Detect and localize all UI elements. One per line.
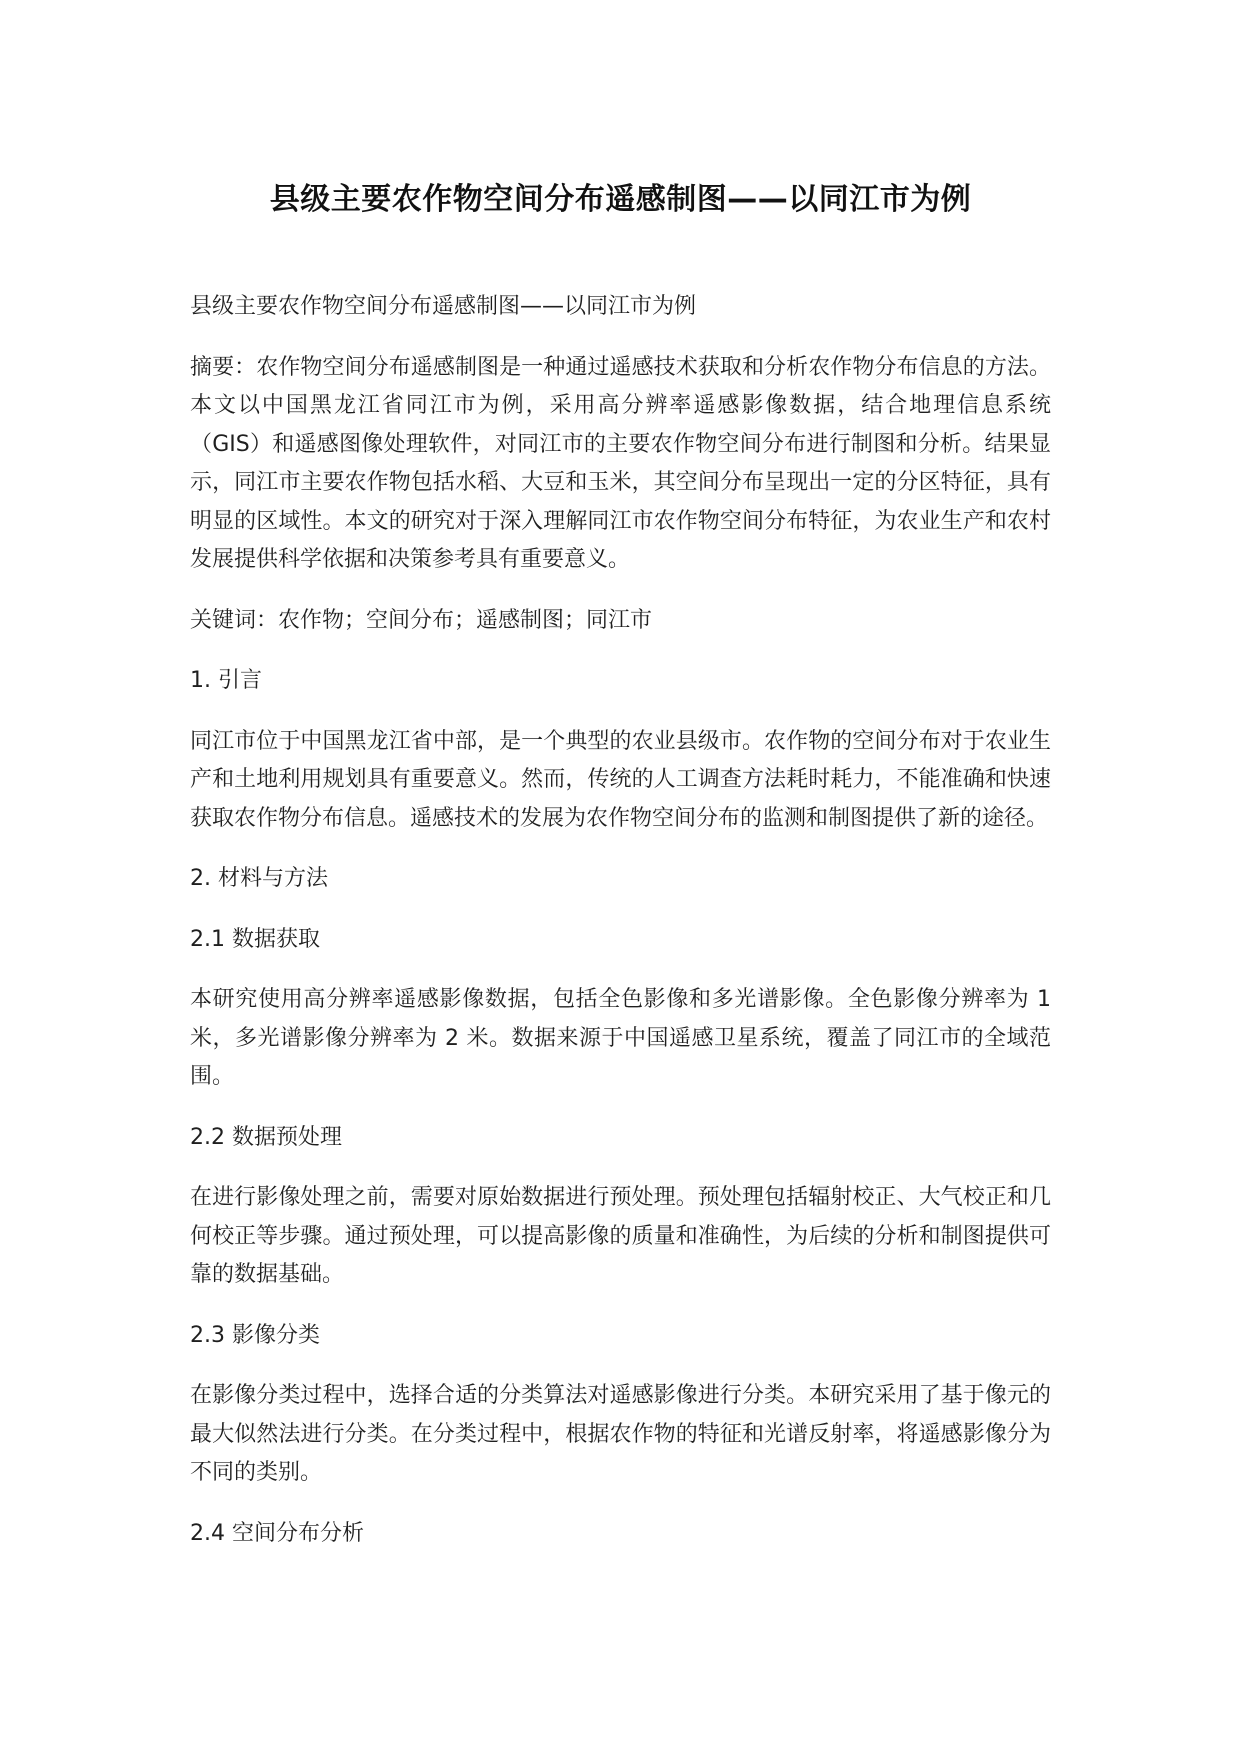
- section-heading-data-acquisition: 2.1 数据获取: [190, 926, 320, 952]
- document-title: 县级主要农作物空间分布遥感制图——以同江市为例: [269, 182, 972, 217]
- section-heading-introduction: 1. 引言: [190, 668, 262, 693]
- section-text-data-acquisition: 本研究使用高分辨率遥感影像数据，包括全色影像和多光谱影像。全色影像分辨率为 1 米，多光谱影像分辨率为 2 米。数据来源于中国遥感卫星系统，覆盖了同江市的全域范围。: [190, 987, 1051, 1089]
- section-text-data-preprocessing: 在进行影像处理之前，需要对原始数据进行预处理。预处理包括辐射校正、大气校正和几何校正等步骤。通过预处理，可以提高影像的质量和准确性，为后续的分析和制图提供可靠的数据基础。: [190, 1185, 1051, 1287]
- section-heading-spatial-analysis: 2.4 空间分布分析: [190, 1520, 364, 1546]
- section-heading-materials-methods: 2. 材料与方法: [190, 866, 328, 891]
- keywords-line: 关键词：农作物；空间分布；遥感制图；同江市: [190, 607, 653, 633]
- section-heading-image-classification: 2.3 影像分类: [190, 1322, 320, 1348]
- document-subtitle: 县级主要农作物空间分布遥感制图——以同江市为例: [190, 294, 697, 319]
- abstract-paragraph: 摘要：农作物空间分布遥感制图是一种通过遥感技术获取和分析农作物分布信息的方法。本文以中国黑龙江省同江市为例，采用高分辨率遥感影像数据，结合地理信息系统（GIS）和遥感图像处理软件，对同江市的主要农作物空间分布进行制图和分析。结果显示，同江市主要农作物包括水稻、大豆和玉米，其空间分布呈现出一定的分区特征，具有明显的区域性。本文的研究对于深入理解同江市农作物空间分布特征，为农业生产和农村发展提供科学依据和决策参考具有重要意义。: [190, 354, 1051, 572]
- section-text-image-classification: 在影像分类过程中，选择合适的分类算法对遥感影像进行分类。本研究采用了基于像元的最大似然法进行分类。在分类过程中，根据农作物的特征和光谱反射率，将遥感影像分为不同的类别。: [190, 1383, 1051, 1485]
- section-text-introduction: 同江市位于中国黑龙江省中部，是一个典型的农业县级市。农作物的空间分布对于农业生产和土地利用规划具有重要意义。然而，传统的人工调查方法耗时耗力，不能准确和快速获取农作物分布信息。遥感技术的发展为农作物空间分布的监测和制图提供了新的途径。: [190, 728, 1051, 831]
- section-heading-data-preprocessing: 2.2 数据预处理: [190, 1124, 342, 1150]
